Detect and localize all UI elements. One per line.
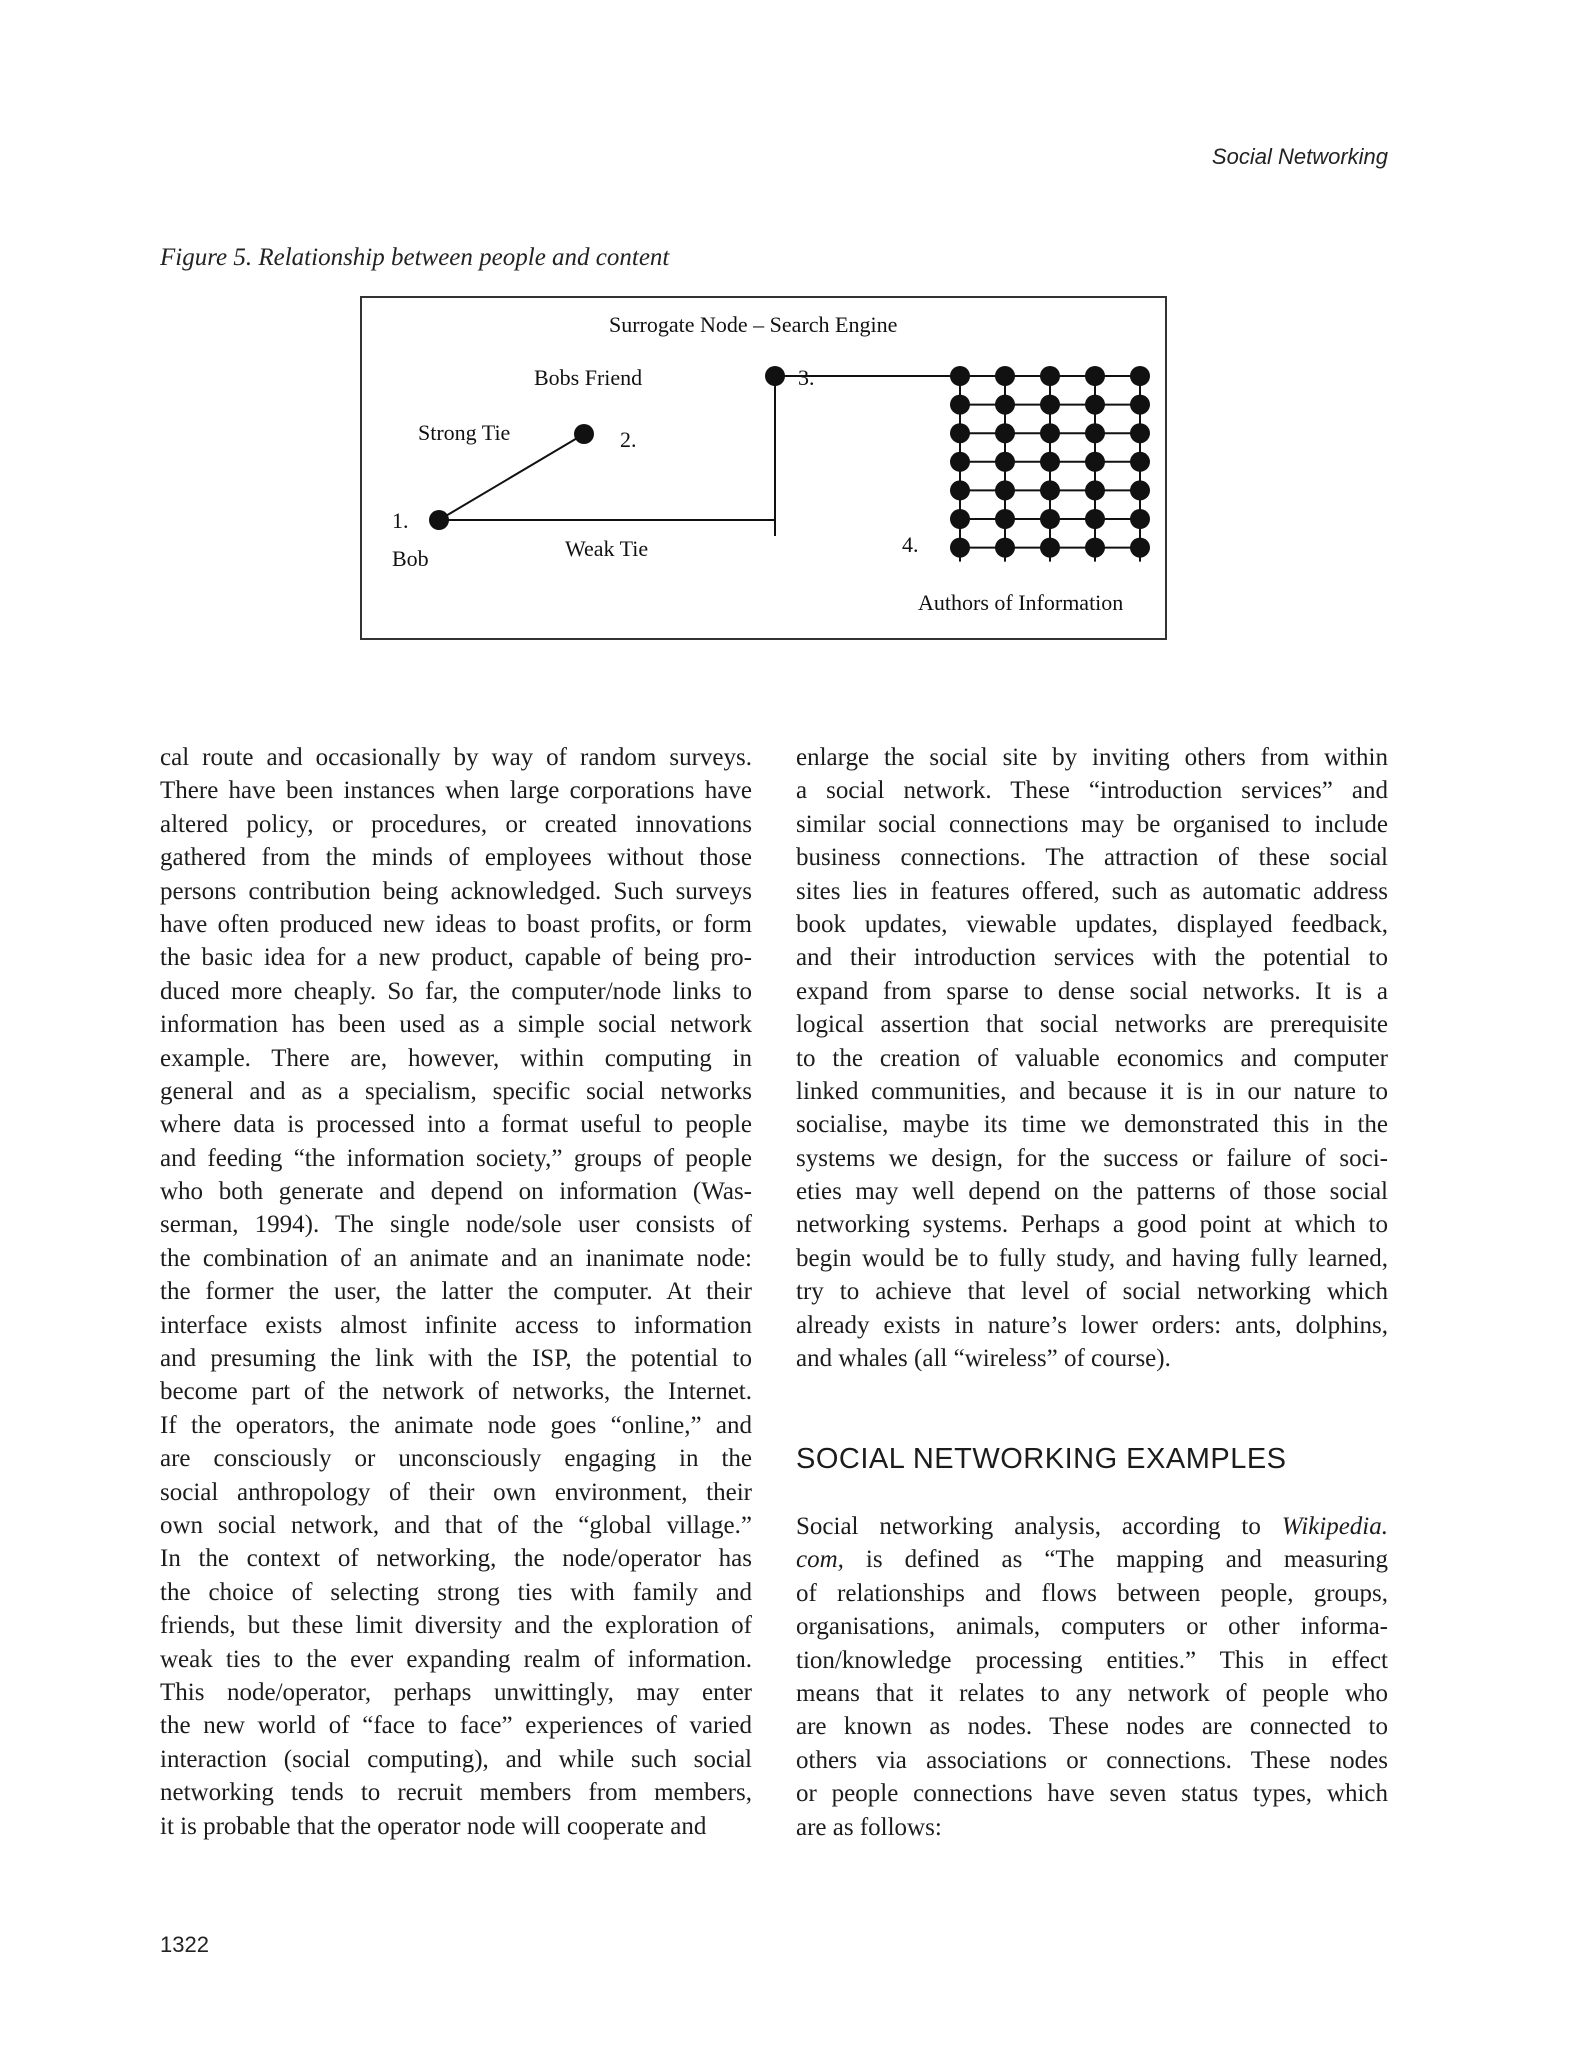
text-line: altered policy, or procedures, or created innovations — [160, 810, 752, 838]
network-diagram — [362, 298, 1165, 638]
label-num-3: 3. — [798, 365, 815, 390]
text-line — [796, 1543, 1388, 1576]
author-node — [1040, 366, 1060, 386]
figure-caption: Figure 5. Relationship between people and content — [160, 244, 670, 271]
text-line: cal route and occasionally by way of random surveys. — [160, 744, 752, 771]
author-node — [1085, 423, 1105, 443]
author-node — [995, 509, 1015, 529]
text-line: In the context of networking, the node/operator has — [160, 1545, 752, 1573]
text-segment: means that it relates to any network of people who — [796, 1679, 1388, 1707]
text-line: duced more cheaply. So far, the computer/node links to — [160, 977, 752, 1005]
text-line: networking tends to recruit members from members, — [160, 1779, 752, 1807]
section-heading: SOCIAL NETWORKING EXAMPLES — [796, 1443, 1287, 1475]
text-line — [796, 1610, 1388, 1643]
author-node — [950, 509, 970, 529]
author-node — [950, 538, 970, 558]
text-line: interaction (social computing), and while such social — [160, 1745, 752, 1773]
text-line — [796, 1510, 1388, 1543]
text-line: and whales (all “wireless” of course). — [796, 1345, 1171, 1373]
text-line: There have been instances when large corporations have — [160, 777, 752, 805]
text-line: enlarge the social site by inviting others from within — [796, 744, 1388, 771]
author-node — [995, 395, 1015, 415]
text-line — [796, 1811, 1388, 1844]
text-line: are consciously or unconsciously engaging in the — [160, 1445, 752, 1473]
text-line: own social network, and that of the “global village.” — [160, 1511, 752, 1539]
text-line: to the creation of valuable economics and computer — [796, 1044, 1388, 1072]
author-node — [950, 423, 970, 443]
text-line: the former the user, the latter the computer. At their — [160, 1278, 752, 1306]
author-node — [950, 480, 970, 500]
text-line: linked communities, and because it is in our nature to — [796, 1077, 1388, 1105]
text-line: weak ties to the ever expanding realm of information. — [160, 1645, 752, 1673]
label-num-2: 2. — [620, 427, 637, 452]
italic-citation: com, — [796, 1546, 844, 1574]
text-line: and feeding “the information society,” groups of people — [160, 1144, 752, 1172]
author-node — [995, 480, 1015, 500]
text-line: networking systems. Perhaps a good point at which to — [796, 1211, 1388, 1239]
text-line: who both generate and depend on information (Was- — [160, 1178, 752, 1206]
text-line: and presuming the link with the ISP, the potential to — [160, 1345, 752, 1373]
label-strong-tie: Strong Tie — [418, 420, 511, 445]
author-node — [1130, 509, 1150, 529]
text-line: it is probable that the operator node will cooperate and — [160, 1812, 707, 1840]
text-line: persons contribution being acknowledged. Such surveys — [160, 877, 752, 905]
author-node — [1130, 366, 1150, 386]
node-surrogate — [765, 366, 785, 386]
author-node — [1040, 395, 1060, 415]
text-line: and their introduction services with the potential to — [796, 944, 1388, 972]
text-segment: tion/knowledge processing entities.” This in effect — [796, 1646, 1388, 1674]
author-node — [1040, 480, 1060, 500]
text-segment: others via associations or connections. These nodes — [796, 1746, 1388, 1774]
author-node — [1130, 423, 1150, 443]
author-node — [1085, 480, 1105, 500]
author-node — [1040, 423, 1060, 443]
author-node — [1040, 538, 1060, 558]
node-bob — [429, 510, 449, 530]
node-bobs-friend — [574, 424, 594, 444]
author-node — [950, 366, 970, 386]
text-line: try to achieve that level of social networking which — [796, 1278, 1388, 1306]
author-node — [995, 452, 1015, 472]
label-num-4: 4. — [902, 532, 919, 557]
text-line: have often produced new ideas to boast profits, or form — [160, 910, 752, 938]
text-line: book updates, viewable updates, displayed feedback, — [796, 910, 1388, 938]
running-head: Social Networking — [1211, 144, 1388, 169]
text-line — [796, 1644, 1388, 1677]
text-line: a social network. These “introduction services” and — [796, 777, 1388, 805]
text-line — [796, 1677, 1388, 1710]
italic-citation: Wikipedia. — [1281, 1513, 1388, 1540]
figure-diagram — [360, 296, 1167, 640]
author-node — [1040, 509, 1060, 529]
text-segment: or people connections have seven status types, which — [796, 1780, 1388, 1808]
text-line: begin would be to fully study, and having fully learned, — [796, 1244, 1388, 1272]
text-segment: Social networking analysis, according to — [796, 1513, 1282, 1540]
text-line — [796, 1577, 1388, 1610]
text-segment: is defined as “The mapping and measuring — [843, 1546, 1388, 1574]
text-line — [796, 1777, 1388, 1810]
author-node — [1130, 538, 1150, 558]
text-line: social anthropology of their own environment, their — [160, 1478, 752, 1506]
text-line: This node/operator, perhaps unwittingly, may enter — [160, 1678, 752, 1706]
text-line: socialise, maybe its time we demonstrated this in the — [796, 1111, 1388, 1139]
text-segment: organisations, animals, computers or other informa- — [796, 1613, 1388, 1641]
author-node — [1085, 452, 1105, 472]
text-line: expand from sparse to dense social networks. It is a — [796, 977, 1388, 1005]
text-line: information has been used as a simple social network — [160, 1011, 752, 1039]
author-node — [950, 452, 970, 472]
text-line: gathered from the minds of employees without those — [160, 844, 752, 872]
text-line: general and as a specialism, specific social networks — [160, 1077, 752, 1105]
text-line: the choice of selecting strong ties with family and — [160, 1578, 752, 1606]
text-line: sites lies in features offered, such as automatic address — [796, 877, 1388, 905]
authors-grid — [950, 366, 1150, 562]
text-line — [796, 1744, 1388, 1777]
text-line: serman, 1994). The single node/sole user consists of — [160, 1211, 752, 1239]
author-node — [995, 366, 1015, 386]
text-line: example. There are, however, within computing in — [160, 1044, 752, 1072]
author-node — [1085, 395, 1105, 415]
text-line: logical assertion that social networks are prerequisite — [796, 1011, 1388, 1039]
author-node — [1130, 480, 1150, 500]
text-line: the basic idea for a new product, capable of being pro- — [160, 944, 752, 972]
label-authors: Authors of Information — [918, 590, 1124, 615]
text-line: become part of the network of networks, the Internet. — [160, 1378, 752, 1406]
text-line: the new world of “face to face” experiences of varied — [160, 1712, 752, 1740]
text-line: eties may well depend on the patterns of those social — [796, 1178, 1388, 1206]
section-body-text — [796, 1510, 1388, 1844]
author-node — [995, 538, 1015, 558]
text-line: friends, but these limit diversity and the exploration of — [160, 1612, 752, 1640]
page-number: 1322 — [160, 1932, 209, 1957]
strong-tie-edge — [439, 434, 584, 520]
author-node — [1085, 366, 1105, 386]
text-line: where data is processed into a format useful to people — [160, 1111, 752, 1139]
author-node — [1085, 509, 1105, 529]
right-column-text — [796, 741, 1388, 1375]
label-bobs-friend: Bobs Friend — [534, 365, 643, 390]
text-line: similar social connections may be organised to include — [796, 810, 1388, 838]
label-surrogate: Surrogate Node – Search Engine — [609, 312, 898, 337]
author-node — [1040, 452, 1060, 472]
author-node — [1085, 538, 1105, 558]
label-weak-tie: Weak Tie — [565, 536, 649, 561]
text-segment: of relationships and flows between people, groups, — [796, 1579, 1388, 1607]
text-line — [796, 1710, 1388, 1743]
author-node — [995, 423, 1015, 443]
text-segment: are as follows: — [796, 1813, 942, 1841]
text-segment: are known as nodes. These nodes are connected to — [796, 1713, 1388, 1741]
author-node — [1130, 452, 1150, 472]
left-column-text — [160, 741, 752, 1843]
author-node — [950, 395, 970, 415]
text-line: If the operators, the animate node goes “online,” and — [160, 1411, 752, 1439]
text-line: interface exists almost infinite access to information — [160, 1311, 752, 1339]
text-line: business connections. The attraction of these social — [796, 844, 1388, 872]
text-line: already exists in nature’s lower orders: ants, dolphins, — [796, 1311, 1388, 1339]
label-num-1: 1. — [392, 508, 409, 533]
author-node — [1130, 395, 1150, 415]
text-line: systems we design, for the success or failure of soci- — [796, 1144, 1388, 1172]
text-line: the combination of an animate and an inanimate node: — [160, 1244, 752, 1272]
label-bob: Bob — [392, 546, 429, 571]
